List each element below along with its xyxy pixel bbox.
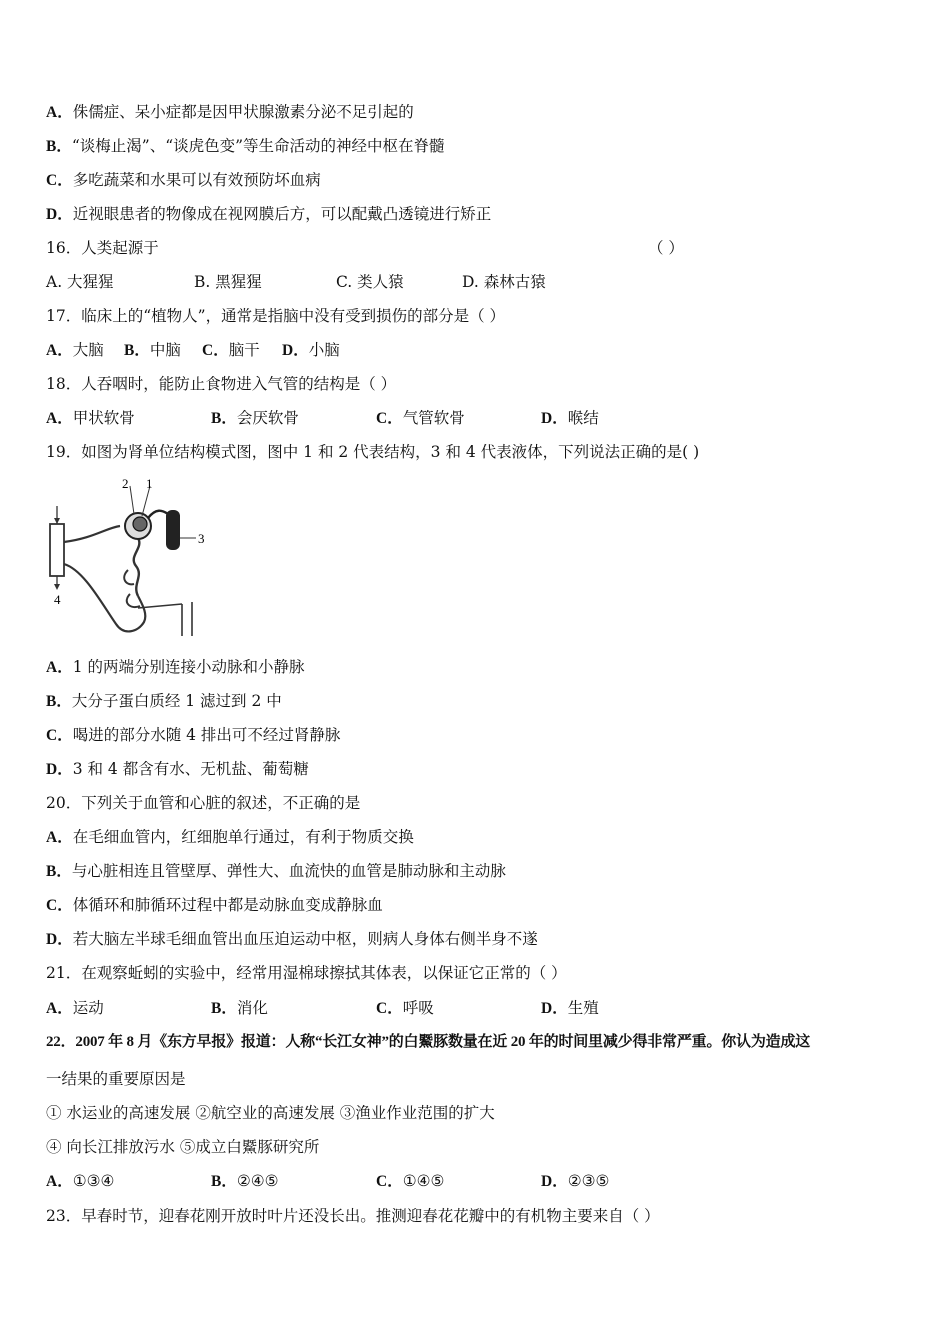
- label-2-leader: [130, 486, 134, 514]
- option-text: 中脑: [149, 341, 181, 359]
- option-label: C．: [202, 342, 229, 359]
- collecting-duct: [50, 524, 64, 576]
- option-label: D．: [541, 1173, 568, 1190]
- option-text: 近视眼患者的物像成在视网膜后方，可以配戴凸透镜进行矫正: [72, 205, 492, 223]
- q18-stem: 18．人吞咽时，能防止食物进入气管的结构是（ ）: [46, 375, 397, 393]
- q22-stem-line2: 一结果的重要原因是: [46, 1070, 186, 1088]
- tubule-loop: [64, 564, 145, 631]
- q20-option-b: [46, 861, 506, 882]
- option-label: A．: [46, 829, 73, 846]
- option-text: 喉结: [567, 409, 599, 427]
- option-label: C．: [376, 1173, 403, 1190]
- option-label: A．: [46, 104, 73, 121]
- q20-option-a: [46, 827, 414, 848]
- option-text: 1 的两端分别连接小动脉和小静脉: [72, 658, 305, 676]
- option-label: A．: [46, 1173, 73, 1190]
- q17-options: [46, 340, 340, 361]
- nephron-diagram: [44, 474, 214, 638]
- option-text: 运动: [72, 999, 104, 1017]
- option-label: A．: [46, 342, 73, 359]
- option-text: 大分子蛋白质经 1 滤过到 2 中: [71, 692, 282, 710]
- option-text: “谈梅止渴”、“谈虎色变”等生命活动的神经中枢在脊髓: [71, 137, 445, 155]
- option-label: B．: [124, 342, 150, 359]
- option-text: 小脑: [308, 341, 340, 359]
- label-3: 3: [198, 531, 205, 546]
- q19-option-b: [46, 691, 282, 712]
- q19-option-a: [46, 657, 305, 678]
- label-4: 4: [54, 592, 61, 607]
- option-label: D．: [46, 931, 73, 948]
- q22-items-line1: ① 水运业的高速发展 ②航空业的高速发展 ③渔业作业范围的扩大: [46, 1104, 495, 1122]
- blood-vessel: [166, 510, 180, 550]
- option-d: D. 森林古猿: [462, 273, 546, 291]
- option-label: D．: [541, 1000, 568, 1017]
- option-text: 消化: [236, 999, 268, 1017]
- option-text: ①④⑤: [402, 1172, 445, 1190]
- option-a: A. 大猩猩: [46, 273, 114, 291]
- option-c: C. 类人猿: [336, 273, 404, 291]
- glomerulus: [133, 517, 147, 531]
- option-text: 3 和 4 都含有水、无机盐、葡萄糖: [72, 760, 309, 778]
- option-label: B．: [46, 693, 72, 710]
- option-label: C．: [46, 727, 73, 744]
- option-label: B．: [211, 1173, 237, 1190]
- q18-options: [46, 408, 599, 429]
- option-text: 喝进的部分水随 4 排出可不经过肾静脉: [72, 726, 341, 744]
- q20-option-d: [46, 929, 538, 950]
- option-text: ②④⑤: [236, 1172, 279, 1190]
- q15-option-d: [46, 204, 491, 225]
- option-label: A．: [46, 410, 73, 427]
- option-label: B．: [46, 863, 72, 880]
- option-text: 若大脑左半球毛细血管出血压迫运动中枢，则病人身体右侧半身不遂: [72, 930, 538, 948]
- option-text: 与心脏相连且管壁厚、弹性大、血流快的血管是肺动脉和主动脉: [71, 862, 506, 880]
- q21-options: [46, 998, 599, 1019]
- option-text: 在毛细血管内，红细胞单行通过，有利于物质交换: [72, 828, 414, 846]
- option-text: 体循环和肺循环过程中都是动脉血变成静脉血: [72, 896, 383, 914]
- q22-stem-line1: 22．2007 年 8 月《东方早报》报道：人称“长江女神”的白鱀豚数量在近 20 年的时间里减少得非常严重。你认为造成这: [46, 1034, 811, 1050]
- option-label: A．: [46, 659, 73, 676]
- urine-arrowhead: [54, 584, 60, 590]
- q22-options: [46, 1171, 609, 1192]
- inflow-arrowhead: [54, 518, 60, 524]
- option-text: 多吃蔬菜和水果可以有效预防坏血病: [72, 171, 321, 189]
- option-label: D．: [46, 206, 73, 223]
- q22-items-line2: ④ 向长江排放污水 ⑤成立白鱀豚研究所: [46, 1138, 320, 1156]
- option-text: 生殖: [567, 999, 599, 1017]
- option-label: C．: [376, 1000, 403, 1017]
- option-text: 甲状软骨: [72, 409, 135, 427]
- option-label: C．: [46, 172, 73, 189]
- q19-stem: 19．如图为肾单位结构模式图，图中 1 和 2 代表结构，3 和 4 代表液体，下列说法正确的是( ): [46, 443, 700, 461]
- tubule-upper: [64, 526, 120, 542]
- renal-vein: [138, 604, 182, 608]
- option-label: B．: [46, 138, 72, 155]
- option-text: 呼吸: [402, 999, 434, 1017]
- q16-stem: 16．人类起源于: [46, 239, 159, 257]
- option-text: 会厌软骨: [236, 409, 299, 427]
- option-label: A．: [46, 1000, 73, 1017]
- label-1: 1: [146, 476, 153, 491]
- q16-options: [46, 272, 546, 292]
- option-label: C．: [46, 897, 73, 914]
- option-b: B. 黑猩猩: [194, 273, 262, 291]
- option-label: C．: [376, 410, 403, 427]
- q20-stem: 20．下列关于血管和心脏的叙述，不正确的是: [46, 794, 361, 812]
- afferent-arteriole: [148, 511, 168, 518]
- option-text: 大脑: [72, 341, 104, 359]
- option-text: ①③④: [72, 1172, 115, 1190]
- option-label: D．: [46, 761, 73, 778]
- tubule-coil: [134, 538, 140, 596]
- option-text: 气管软骨: [402, 409, 465, 427]
- q19-option-c: [46, 725, 340, 746]
- q20-option-c: [46, 895, 383, 916]
- option-label: B．: [211, 1000, 237, 1017]
- option-label: D．: [541, 410, 568, 427]
- option-label: B．: [211, 410, 237, 427]
- q15-option-c: [46, 170, 321, 191]
- q15-option-a: [46, 102, 414, 123]
- option-text: 脑干: [228, 341, 260, 359]
- option-text: 侏儒症、呆小症都是因甲状腺激素分泌不足引起的: [72, 103, 414, 121]
- option-label: D．: [282, 342, 309, 359]
- label-2: 2: [122, 476, 129, 491]
- q15-option-b: [46, 136, 445, 157]
- q23-stem: 23．早春时节，迎春花刚开放时叶片还没长出。推测迎春花花瓣中的有机物主要来自（ ）: [46, 1207, 660, 1225]
- q21-stem: 21．在观察蚯蚓的实验中，经常用湿棉球擦拭其体表，以保证它正常的（ ）: [46, 964, 567, 982]
- q16-answer-bracket: （ ）: [648, 239, 684, 257]
- option-text: ②③⑤: [567, 1172, 610, 1190]
- q17-stem: 17．临床上的“植物人”，通常是指脑中没有受到损伤的部分是（ ）: [46, 307, 506, 325]
- q19-option-d: [46, 759, 309, 780]
